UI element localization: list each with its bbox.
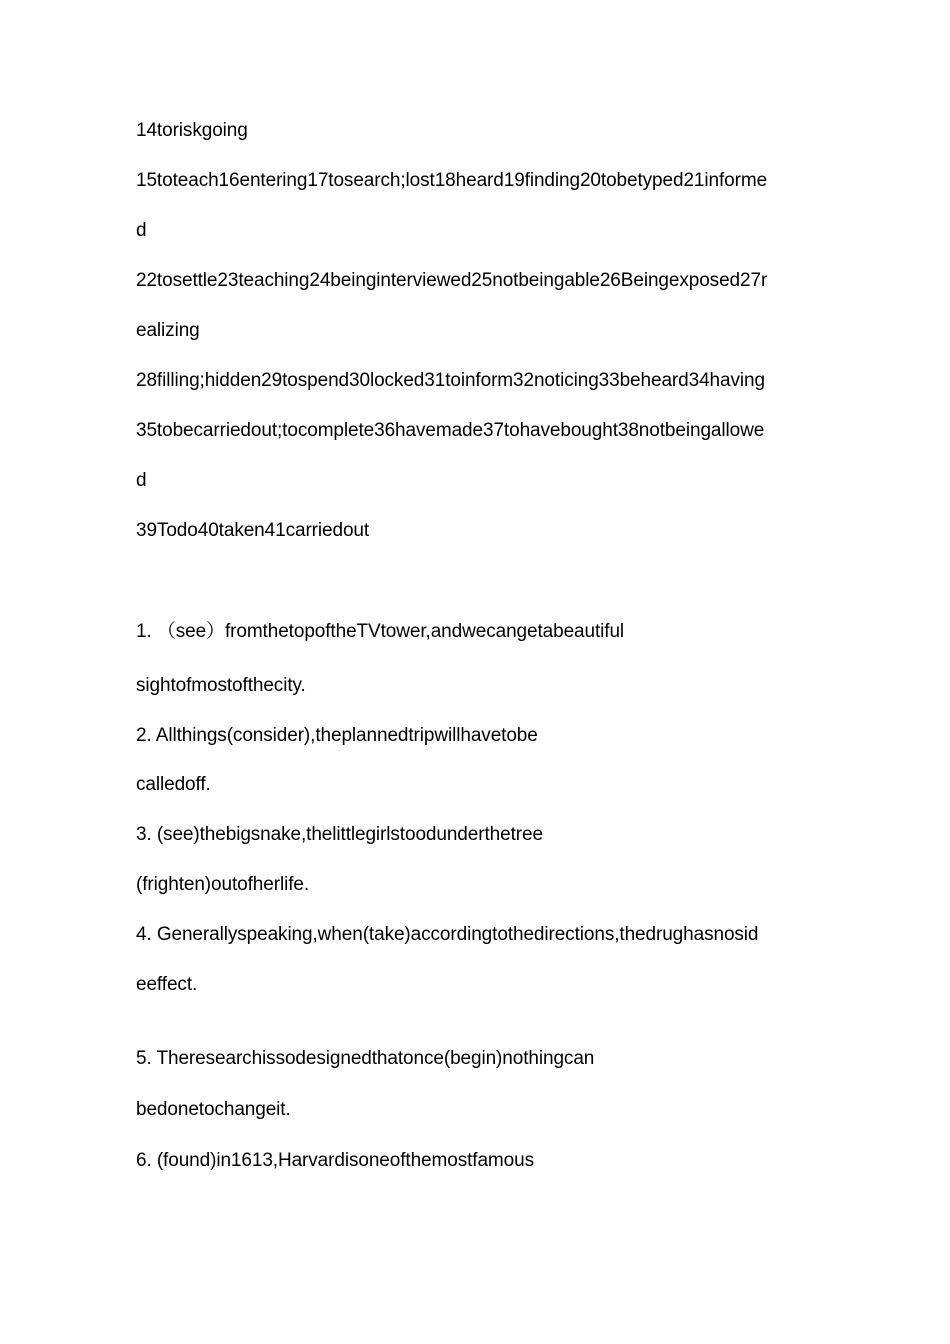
- exercise-line: eeffect.: [136, 974, 198, 995]
- exercise-line: 6. (found)in1613,Harvardisoneofthemostfamous: [136, 1150, 534, 1171]
- exercise-line: 5. Theresearchissodesignedthatonce(begin)nothingcan: [136, 1048, 595, 1069]
- answer-line: 35tobecarriedout;tocomplete36havemade37tohavebought38notbeingallowe: [136, 420, 765, 441]
- exercise-line: sightofmostofthecity.: [136, 675, 306, 696]
- answer-line: 22tosettle23teaching24beinginterviewed25notbeingable26Beingexposed27r: [136, 270, 768, 291]
- answer-line: 15toteach16entering17tosearch;lost18heard19finding20tobetyped21informe: [136, 170, 768, 191]
- exercise-line: (frighten)outofherlife.: [136, 874, 310, 895]
- answer-line: 14toriskgoing: [136, 120, 248, 141]
- answer-line: 28filling;hidden29tospend30locked31toinform32noticing33beheard34having: [136, 370, 765, 391]
- answer-line: ealizing: [136, 320, 200, 341]
- answer-line: d: [136, 220, 147, 241]
- exercise-line: 3. (see)thebigsnake,thelittlegirlstoodunderthetree: [136, 824, 543, 845]
- exercise-line: calledoff.: [136, 774, 211, 795]
- exercise-line: 4. Generallyspeaking,when(take)accordingtothedirections,thedrughasnosid: [136, 924, 759, 945]
- exercise-line: 2. Allthings(consider),theplannedtripwillhavetobe: [136, 725, 538, 746]
- exercise-line: bedonetochangeit.: [136, 1099, 291, 1120]
- exercise-line: 1. （see）fromthetopoftheTVtower,andwecangetabeautiful: [136, 621, 625, 642]
- answer-line: d: [136, 470, 147, 491]
- answer-line: 39Todo40taken41carriedout: [136, 520, 370, 541]
